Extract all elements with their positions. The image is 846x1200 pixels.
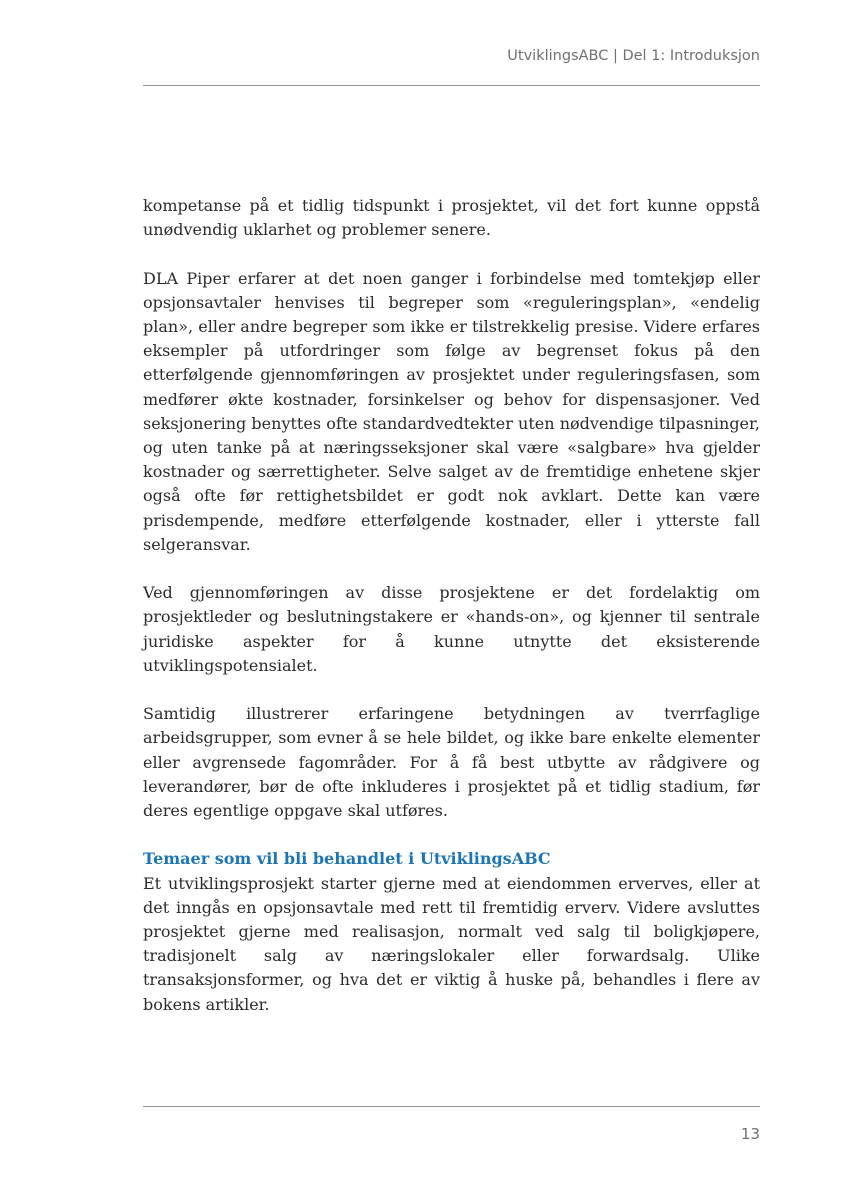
body-paragraph-3: Ved gjennomføringen av disse prosjektene er det fordelaktig om prosjektleder og beslutningstakere er «hands-on», og kjenner til sentrale juridiske aspekter for å kunne utnytte det eksisterende utviklingspotensialet. <box>143 583 760 675</box>
header-divider <box>143 85 760 86</box>
running-header: UtviklingsABC | Del 1: Introduksjon <box>507 48 760 64</box>
page-number: 13 <box>740 1125 760 1143</box>
footer-divider <box>143 1106 760 1107</box>
body-paragraph-1: kompetanse på et tidlig tidspunkt i prosjektet, vil det fort kunne oppstå unødvendig uklarhet og problemer senere. <box>143 196 760 240</box>
section-paragraph: Et utviklingsprosjekt starter gjerne med at eiendommen erverves, eller at det inngås en opsjonsavtale med rett til fremtidig erverv. Videre avsluttes prosjektet gjerne med realisasjon, normalt ved salg til boligkjøpere, tradisjonelt salg av næringslokaler eller forwardsalg. Ulike transaksjonsformer, og hva det er viktig å huske på, behandles i flere av bokens artikler. <box>143 873 760 1014</box>
page-content <box>143 194 760 1017</box>
body-paragraph-4: Samtidig illustrerer erfaringene betydningen av tverrfaglige arbeidsgrupper, som evner å se hele bildet, og ikke bare enkelte elementer eller avgrensede fagområder. For å få best utbytte av rådgivere og leverandører, bør de ofte inkluderes i prosjektet på et tidlig stadium, før deres egentlige oppgave skal utføres. <box>143 704 760 821</box>
section-heading: Temaer som vil bli behandlet i UtviklingsABC <box>143 849 551 869</box>
body-paragraph-2: DLA Piper erfarer at det noen ganger i forbindelse med tomtekjøp eller opsjonsavtaler henvises til begreper som «reguleringsplan», «endelig plan», eller andre begreper som ikke er tilstrekkelig presise. Videre erfares eksempler på utfordringer som følge av begrenset fokus på den etterfølgende gjennomføringen av prosjektet under reguleringsfasen, som medfører økte kostnader, forsinkelser og behov for dispensasjoner. Ved seksjonering benyttes ofte standardvedtekter uten nødvendige tilpasninger, og uten tanke på at næringsseksjoner skal være «salgbare» hva gjelder kostnader og særrettigheter. Selve salget av de fremtidige enhetene skjer også ofte før rettighetsbildet er godt nok avklart. Dette kan være prisdempende, medføre etterfølgende kostnader, eller i ytterste fall selgeransvar. <box>143 268 760 554</box>
